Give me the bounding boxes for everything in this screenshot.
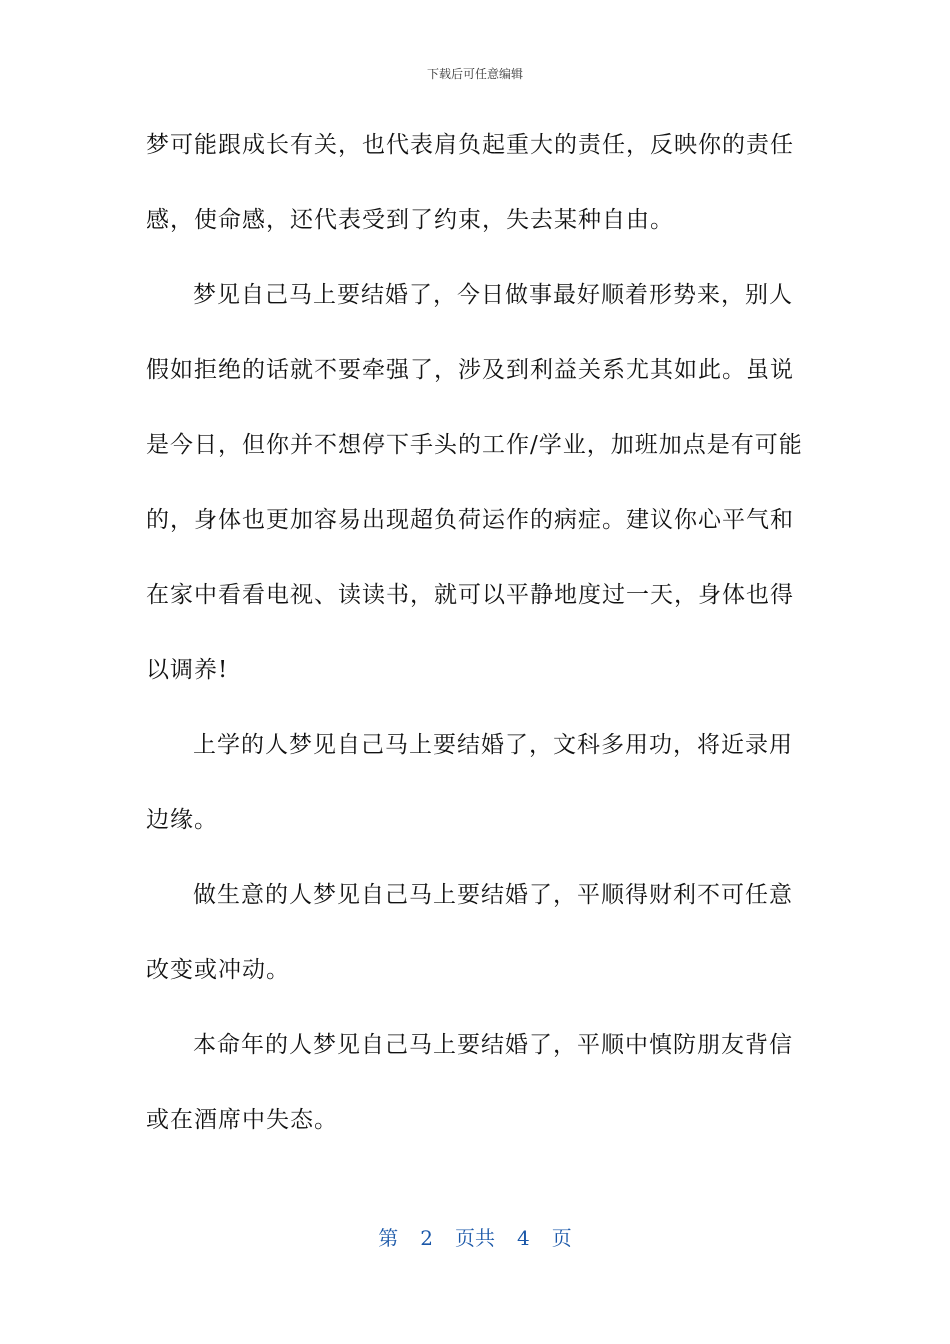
page-number: 2 bbox=[420, 1226, 433, 1250]
text-line: 边缘。 bbox=[146, 807, 218, 833]
text-line: 本命年的人梦见自己马上要结婚了，平顺中慎防朋友背信 bbox=[193, 1032, 793, 1058]
header-text: 下载后可任意编辑 bbox=[426, 67, 523, 81]
text-line: 以调养! bbox=[146, 657, 229, 683]
page-label-prefix: 第 bbox=[378, 1226, 399, 1250]
page-footer bbox=[0, 1224, 950, 1252]
text-line: 感，使命感，还代表受到了约束，失去某种自由。 bbox=[146, 207, 674, 233]
page-header bbox=[0, 66, 950, 82]
text-line: 的，身体也更加容易出现超负荷运作的病症。建议你心平气和 bbox=[146, 507, 794, 533]
page-label-mid: 页共 bbox=[455, 1226, 495, 1250]
text-line: 做生意的人梦见自己马上要结婚了，平顺得财利不可任意 bbox=[193, 882, 793, 908]
text-line: 或在酒席中失态。 bbox=[146, 1107, 338, 1133]
text-line: 上学的人梦见自己马上要结婚了，文科多用功，将近录用 bbox=[193, 732, 793, 758]
text-line: 在家中看看电视、读读书，就可以平静地度过一天，身体也得 bbox=[146, 582, 794, 608]
text-line: 改变或冲动。 bbox=[146, 957, 290, 983]
text-line: 梦可能跟成长有关，也代表肩负起重大的责任，反映你的责任 bbox=[146, 132, 794, 158]
text-line: 梦见自己马上要结婚了，今日做事最好顺着形势来，别人 bbox=[193, 282, 793, 308]
document-body bbox=[146, 118, 806, 1168]
total-pages: 4 bbox=[517, 1226, 530, 1250]
page-label-suffix: 页 bbox=[551, 1226, 572, 1250]
text-line: 是今日，但你并不想停下手头的工作/学业，加班加点是有可能 bbox=[146, 432, 803, 458]
text-line: 假如拒绝的话就不要牵强了，涉及到利益关系尤其如此。虽说 bbox=[146, 357, 794, 383]
